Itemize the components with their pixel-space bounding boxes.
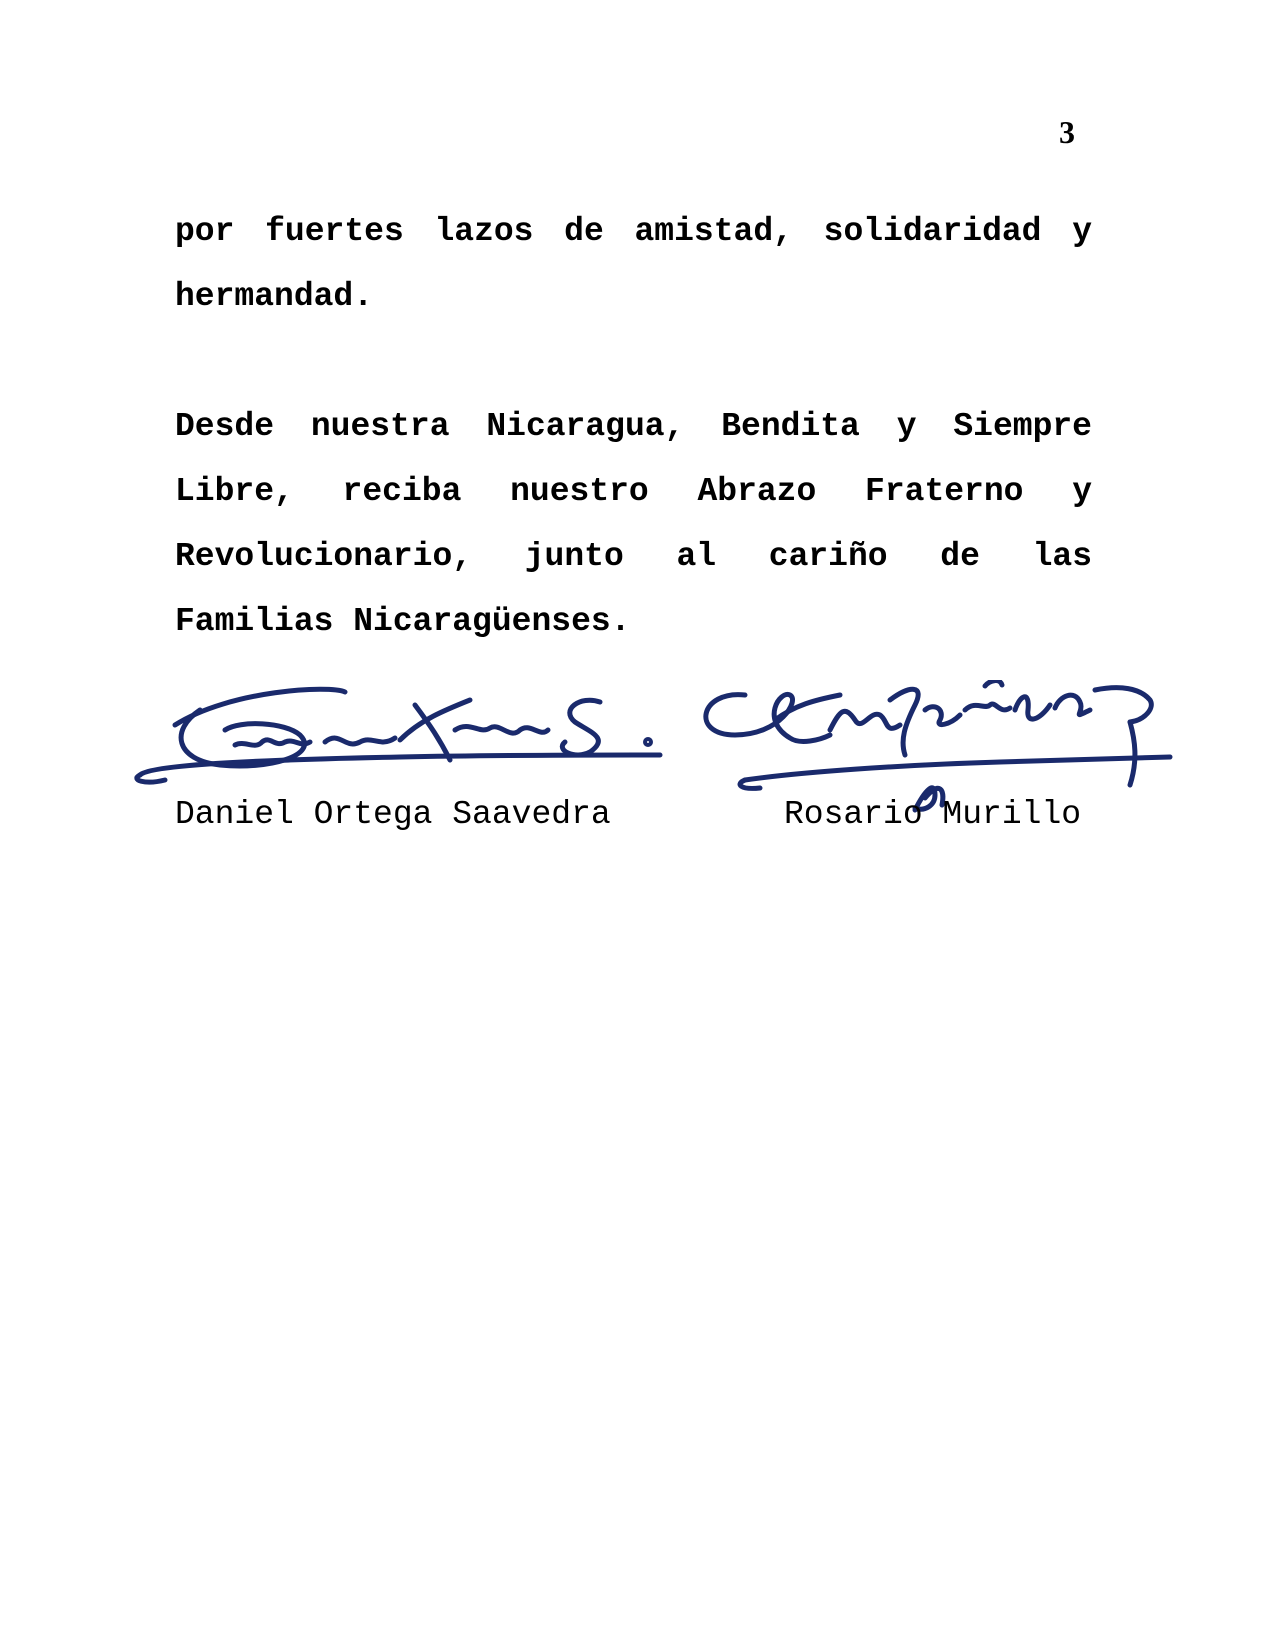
signer-name-daniel-ortega: Daniel Ortega Saavedra [175,796,611,833]
paragraph-closing: por fuertes lazos de amistad, solidaridad y hermandad. [175,213,1092,315]
paragraph-greeting: Desde nuestra Nicaragua, Bendita y Siempre Libre, reciba nuestro Abrazo Fraterno y Revolucionario, junto al cariño de las Familias Nicaragüenses. [175,408,1092,640]
signature-daniel-ortega [137,689,660,782]
signature-rosario-murillo [706,681,1170,810]
signer-name-rosario-murillo: Rosario Murillo [784,796,1082,833]
signature-block [0,680,1275,840]
page-number: 3 [1059,114,1075,150]
